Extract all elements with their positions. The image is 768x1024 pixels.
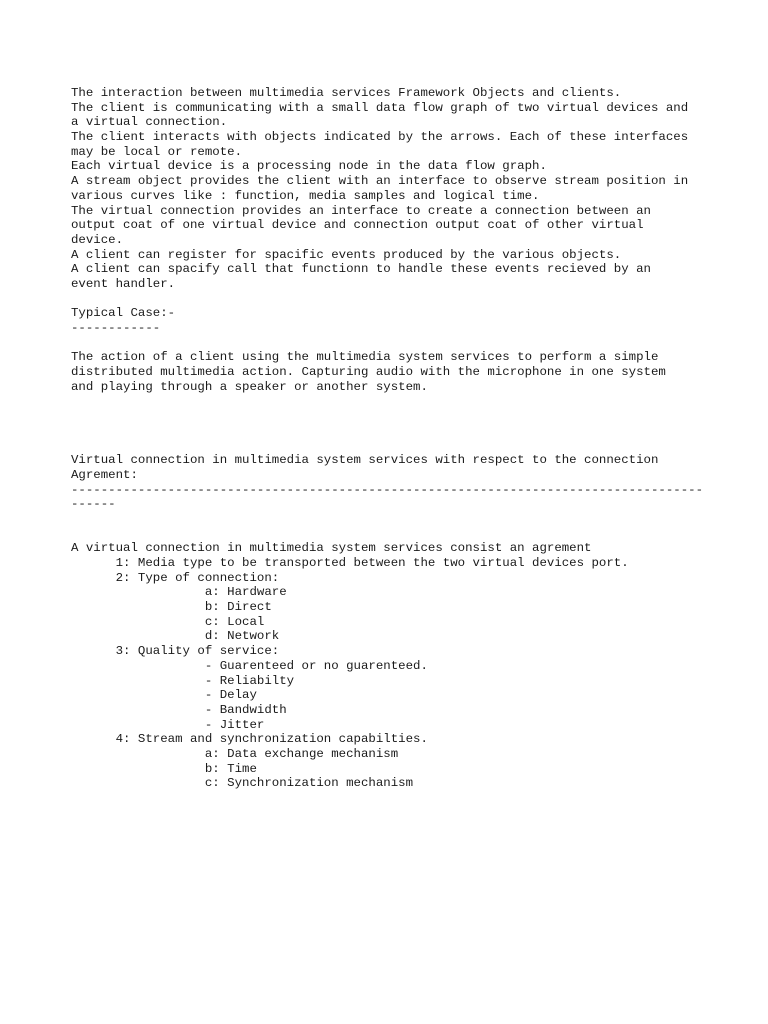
- intro-line: a virtual connection.: [71, 115, 228, 130]
- paragraph-line: and playing through a speaker or another system.: [71, 379, 428, 394]
- sub-list-item: - Bandwidth: [71, 702, 287, 717]
- blank-line: [71, 292, 711, 307]
- paragraph-line: distributed multimedia action. Capturing audio with the microphone in one system: [71, 365, 666, 380]
- sub-list-item: - Jitter: [71, 717, 265, 732]
- sub-list-item: c: Local: [71, 614, 265, 629]
- paragraph-line: A virtual connection in multimedia system services consist an agrement: [71, 541, 592, 556]
- blank-line: [71, 439, 711, 454]
- sub-list-item: d: Network: [71, 629, 280, 644]
- blank-line: [71, 527, 711, 542]
- paragraph-line: The action of a client using the multimedia system services to perform a simple: [71, 350, 659, 365]
- blank-line: [71, 394, 711, 409]
- intro-line: A client can register for spacific events produced by the various objects.: [71, 247, 622, 262]
- intro-line: The interaction between multimedia services Framework Objects and clients.: [71, 86, 622, 100]
- sub-list-item: - Reliabilty: [71, 673, 295, 688]
- blank-line: [71, 424, 711, 439]
- section-heading: Agrement:: [71, 467, 138, 482]
- blank-line: [71, 409, 711, 424]
- sub-list-item: c: Synchronization mechanism: [71, 776, 414, 791]
- intro-line: The client interacts with objects indicated by the arrows. Each of these interfaces: [71, 130, 689, 145]
- intro-line: event handler.: [71, 276, 176, 291]
- list-item: 4: Stream and synchronization capabilties.: [71, 732, 428, 747]
- list-item: 1: Media type to be transported between the two virtual devices port.: [71, 556, 629, 570]
- section-heading: Virtual connection in multimedia system services with respect to the connection: [71, 453, 659, 468]
- intro-line: device.: [71, 232, 124, 247]
- intro-line: The client is communicating with a small data flow graph of two virtual devices and: [71, 100, 689, 115]
- intro-line: various curves like : function, media samples and logical time.: [71, 188, 540, 203]
- intro-line: A stream object provides the client with an interface to observe stream position in: [71, 174, 689, 189]
- sub-list-item: a: Hardware: [71, 585, 287, 600]
- section-heading: Typical Case:-: [71, 306, 176, 321]
- list-item: 2: Type of connection:: [71, 570, 280, 585]
- section-underline: -------------------------------------------------------------------------------------: [71, 482, 704, 497]
- section-underline: ------------: [71, 321, 161, 335]
- sub-list-item: - Guarenteed or no guarenteed.: [71, 658, 428, 673]
- list-item: 3: Quality of service:: [71, 644, 280, 659]
- intro-line: output coat of one virtual device and connection output coat of other virtual: [71, 218, 644, 233]
- sub-list-item: a: Data exchange mechanism: [71, 746, 399, 761]
- section-underline: ------: [71, 497, 116, 512]
- sub-list-item: b: Time: [71, 761, 257, 776]
- blank-line: [71, 336, 711, 351]
- document-page: [71, 86, 711, 791]
- blank-line: [71, 512, 711, 527]
- intro-line: A client can spacify call that functionn to handle these events recieved by an: [71, 262, 651, 277]
- intro-line: may be local or remote.: [71, 144, 243, 159]
- intro-line: Each virtual device is a processing node in the data flow graph.: [71, 159, 547, 174]
- sub-list-item: b: Direct: [71, 600, 272, 615]
- intro-line: The virtual connection provides an interface to create a connection between an: [71, 203, 651, 218]
- sub-list-item: - Delay: [71, 688, 257, 703]
